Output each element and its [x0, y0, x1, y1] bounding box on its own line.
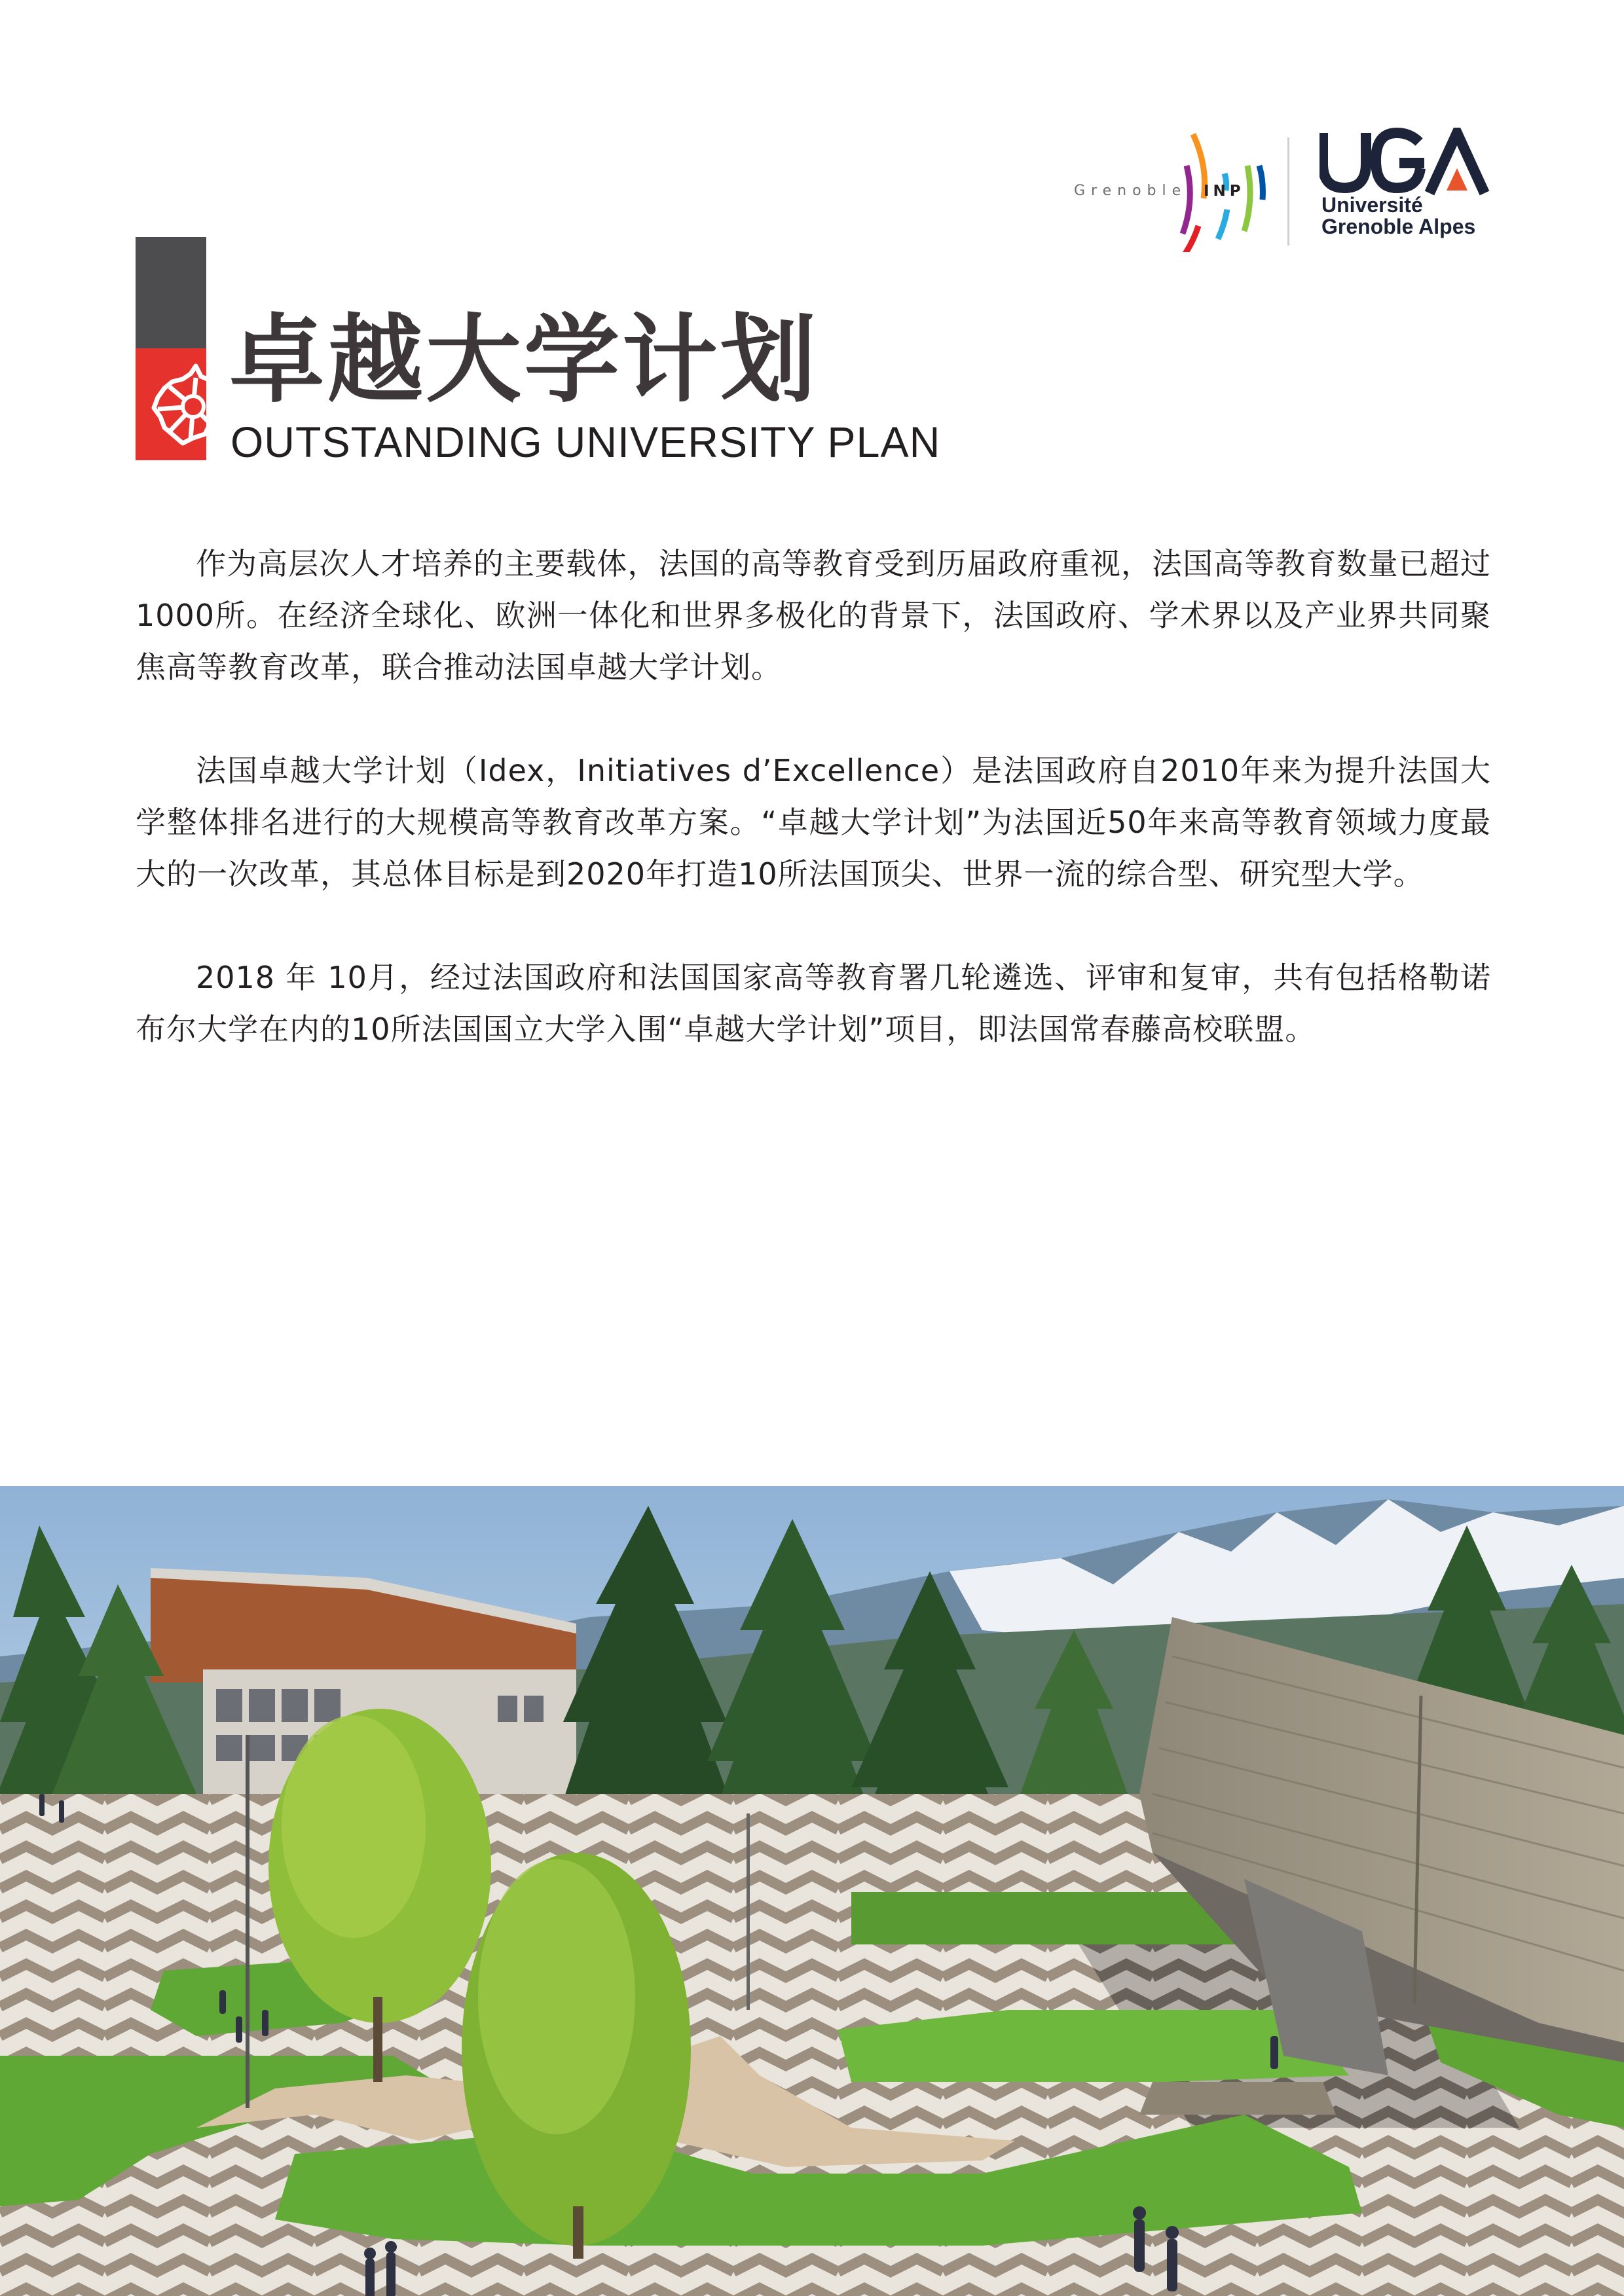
campus-scene-image	[0, 1486, 1624, 2296]
body-text	[136, 538, 1491, 1055]
page-title: 卓越大学计划	[229, 304, 819, 416]
uga-logo-line1: Université	[1321, 193, 1423, 217]
uga-logo-line2: Grenoble Alpes	[1321, 215, 1476, 238]
flower-emblem-icon	[150, 358, 206, 450]
campus-photo	[0, 1486, 1624, 2296]
inp-logo-prefix: Grenoble	[1074, 183, 1187, 199]
paragraph-3: 2018 年 10月，经过法国政府和法国国家高等教育署几轮遴选、评审和复审，共有包括格勒诺布尔大学在内的10所法国国立大学入围“卓越大学计划”项目，即法国常春藤高校联盟。	[136, 960, 1491, 1047]
inp-logo-mark: INP	[1204, 183, 1245, 200]
uga-letters-icon	[1320, 128, 1496, 200]
header-logos	[1074, 128, 1500, 252]
page-subtitle: OUTSTANDING UNIVERSITY PLAN	[231, 418, 941, 466]
title-accent-bar	[136, 237, 206, 460]
uga-logo	[1320, 128, 1503, 252]
title-bar-red	[136, 348, 206, 460]
paragraph-2: 法国卓越大学计划（Idex，Initiatives d’Excellence）是法国政府自2010年来为提升法国大学整体排名进行的大规模高等教育改革方案。“卓越大学计划”为法国近50年来高等教育领域力度最大的一次改革，其总体目标是到2020年打造10所法国顶尖、世界一流的综合型、研究型大学。	[136, 753, 1491, 892]
logo-divider	[1287, 137, 1289, 246]
grenoble-inp-logo	[1074, 128, 1290, 252]
paragraph-1: 作为高层次人才培养的主要载体，法国的高等教育受到历届政府重视，法国高等教育数量已超过1000所。在经济全球化、欧洲一体化和世界多极化的背景下，法国政府、学术界以及产业界共同聚焦高等教育改革，联合推动法国卓越大学计划。	[136, 546, 1491, 685]
title-bar-grey	[136, 237, 206, 348]
